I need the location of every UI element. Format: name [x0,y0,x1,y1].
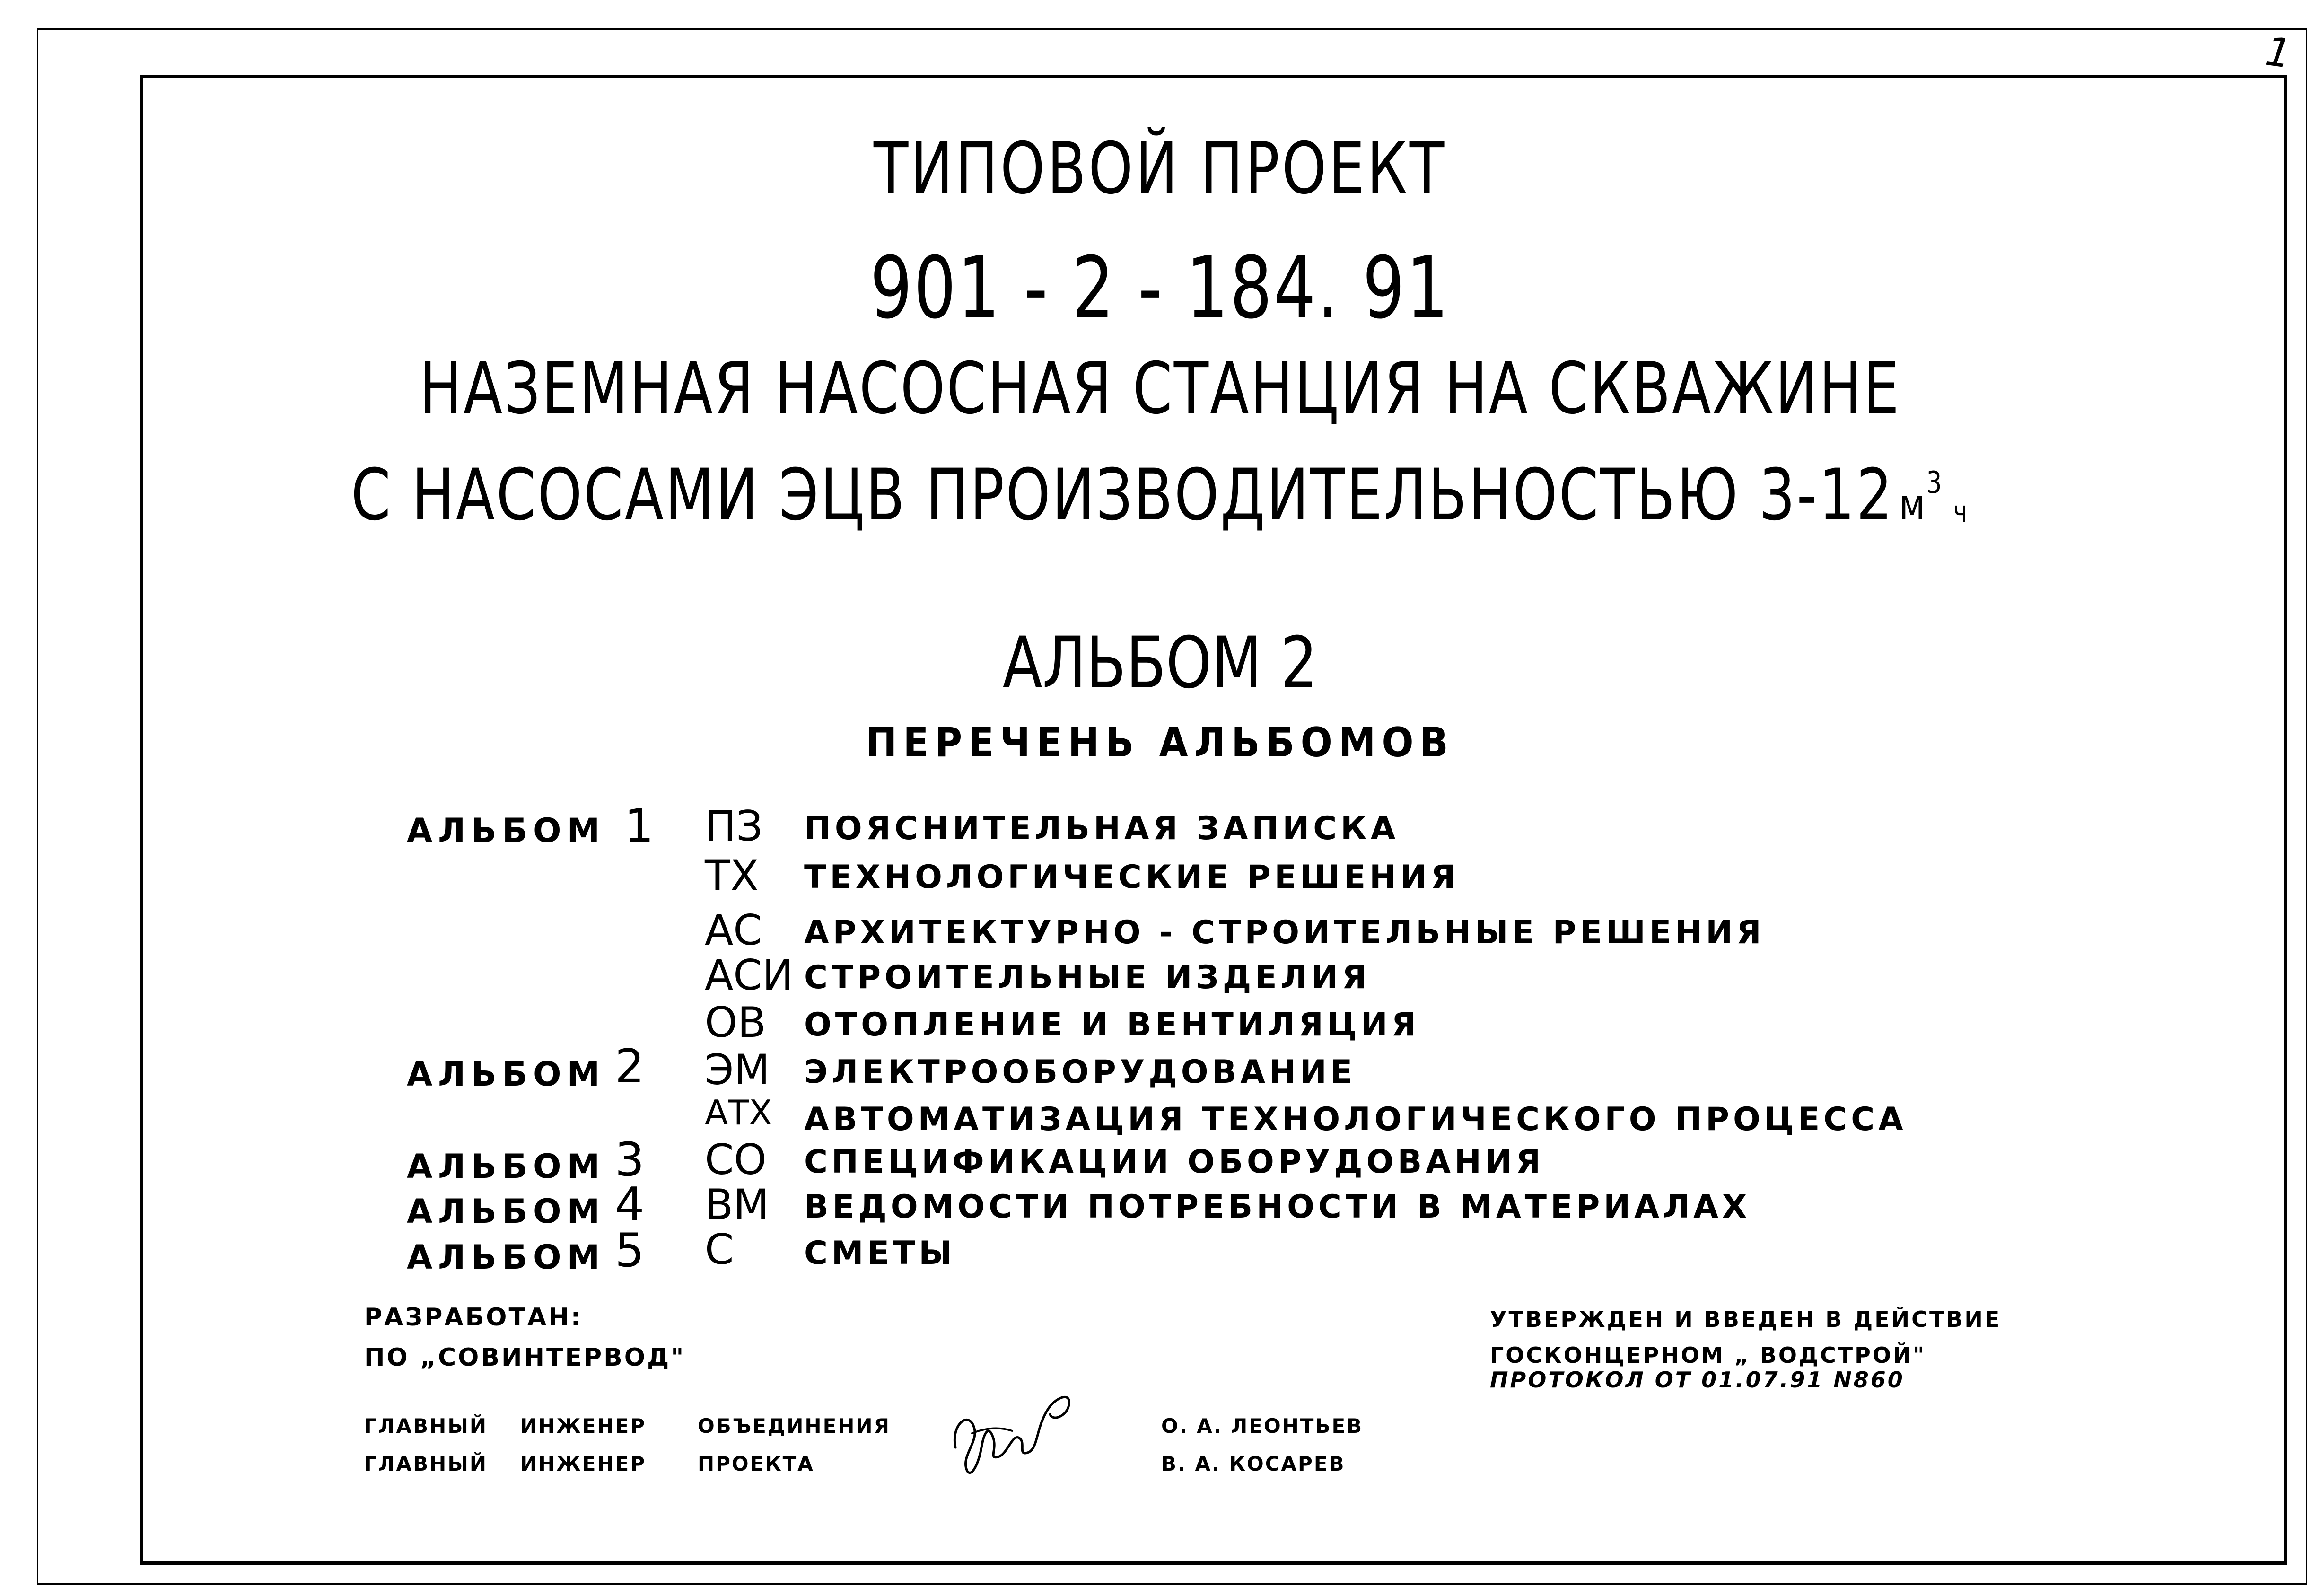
album-number-1: 1 [624,799,654,853]
section-desc-ov: ОТОПЛЕНИЕ И ВЕНТИЛЯЦИЯ [804,1006,1420,1044]
signatory-2-name: В. А. КОСАРЕВ [1161,1452,1346,1475]
album-label-1: АЛЬБОМ [407,811,606,850]
project-name-line2 [232,454,2088,536]
signatory-2-role2: ИНЖЕНЕР [520,1452,647,1475]
approval-line2: ГОСКОНЦЕРНОМ „ ВОДСТРОЙ" [1490,1342,1926,1368]
unit-per-hour: ч [1953,495,1969,530]
section-desc-as: АРХИТЕКТУРНО - СТРОИТЕЛЬНЫЕ РЕШЕНИЯ [804,914,1765,951]
section-desc-asi: СТРОИТЕЛЬНЫЕ ИЗДЕЛИЯ [804,959,1371,996]
section-code-asi: АСИ [705,951,794,1000]
unit-m: м [1899,480,1926,530]
section-desc-pz: ПОЯСНИТЕЛЬНАЯ ЗАПИСКА [804,810,1400,847]
album-label-5: АЛЬБОМ [407,1238,606,1277]
album-label-2: АЛЬБОМ [407,1055,606,1094]
title-typical-project: ТИПОВОЙ ПРОЕКТ [873,128,1446,210]
album-number-4: 4 [615,1178,645,1232]
section-code-so: СО [705,1135,767,1184]
developed-by-label: РАЗРАБОТАН: [364,1303,583,1332]
signatory-1-role2: ИНЖЕНЕР [520,1414,647,1438]
unit-superscript: 3 [1926,465,1944,500]
signatory-2-role1: ГЛАВНЫЙ [364,1452,488,1475]
section-code-pz: ПЗ [705,802,763,851]
project-number: 901 - 2 - 184. 91 [870,239,1450,338]
section-code-vm: ВМ [705,1180,770,1229]
section-code-as: АС [705,906,762,955]
album-list-title: ПЕРЕЧЕНЬ АЛЬБОМОВ [866,719,1454,766]
approval-protocol: ПРОТОКОЛ ОТ 01.07.91 N860 [1490,1367,1905,1393]
section-desc-em: ЭЛЕКТРООБОРУДОВАНИЕ [804,1053,1357,1091]
section-code-em: ЭМ [705,1045,770,1094]
signature-image [941,1377,1083,1485]
project-name-line2-text: С НАСОСАМИ ЭЦВ ПРОИЗВОДИТЕЛЬНОСТЬЮ 3-12 [351,454,1894,536]
album-label-4: АЛЬБОМ [407,1192,606,1231]
signatory-2-role3: ПРОЕКТА [698,1452,814,1475]
album-number-5: 5 [615,1224,645,1278]
section-code-ov: ОВ [705,998,766,1047]
section-desc-s: СМЕТЫ [804,1235,956,1272]
project-name-line1: НАЗЕМНАЯ НАСОСНАЯ СТАНЦИЯ НА СКВАЖИНЕ [419,348,1901,430]
signatory-1-role1: ГЛАВНЫЙ [364,1414,488,1438]
album-number-2: 2 [615,1040,645,1094]
album-title: АЛЬБОМ 2 [1002,622,1318,704]
developer-organization: ПО „СОВИНТЕРВОД" [364,1343,686,1372]
sheet-number: 1 [2262,27,2294,78]
section-desc-th: ТЕХНОЛОГИЧЕСКИЕ РЕШЕНИЯ [804,859,1460,896]
album-number-3: 3 [615,1133,645,1187]
section-desc-so: СПЕЦИФИКАЦИИ ОБОРУДОВАНИЯ [804,1143,1545,1181]
signatory-1-name: О. А. ЛЕОНТЬЕВ [1161,1414,1364,1438]
approval-line1: УТВЕРЖДЕН И ВВЕДЕН В ДЕЙСТВИЕ [1490,1307,2002,1332]
signatory-1-role3: ОБЪЕДИНЕНИЯ [698,1414,891,1438]
section-desc-vm: ВЕДОМОСТИ ПОТРЕБНОСТИ В МАТЕРИАЛАХ [804,1188,1751,1226]
section-code-ath: АТХ [705,1093,772,1132]
album-label-3: АЛЬБОМ [407,1147,606,1186]
section-code-s: С [705,1225,734,1274]
section-code-th: ТХ [705,851,759,900]
section-desc-ath: АВТОМАТИЗАЦИЯ ТЕХНОЛОГИЧЕСКОГО ПРОЦЕССА [804,1101,1907,1138]
